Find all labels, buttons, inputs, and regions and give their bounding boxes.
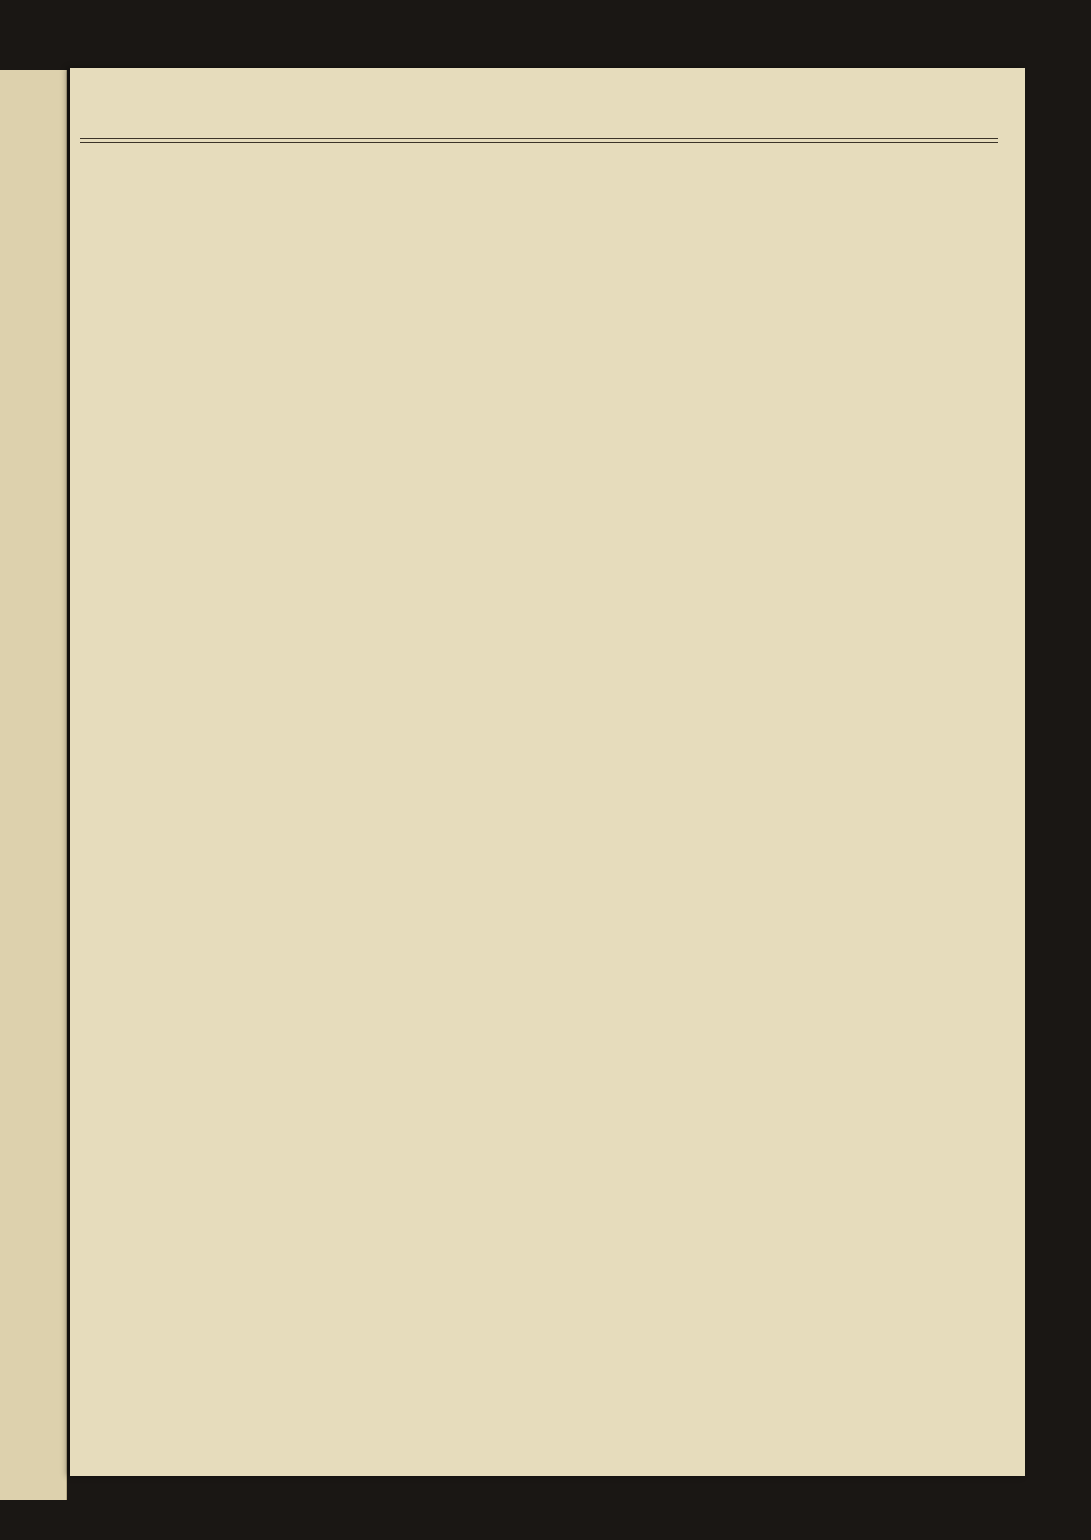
header-rule [80,138,998,143]
previous-page-edge [0,70,67,1500]
document-page [70,68,1025,1476]
